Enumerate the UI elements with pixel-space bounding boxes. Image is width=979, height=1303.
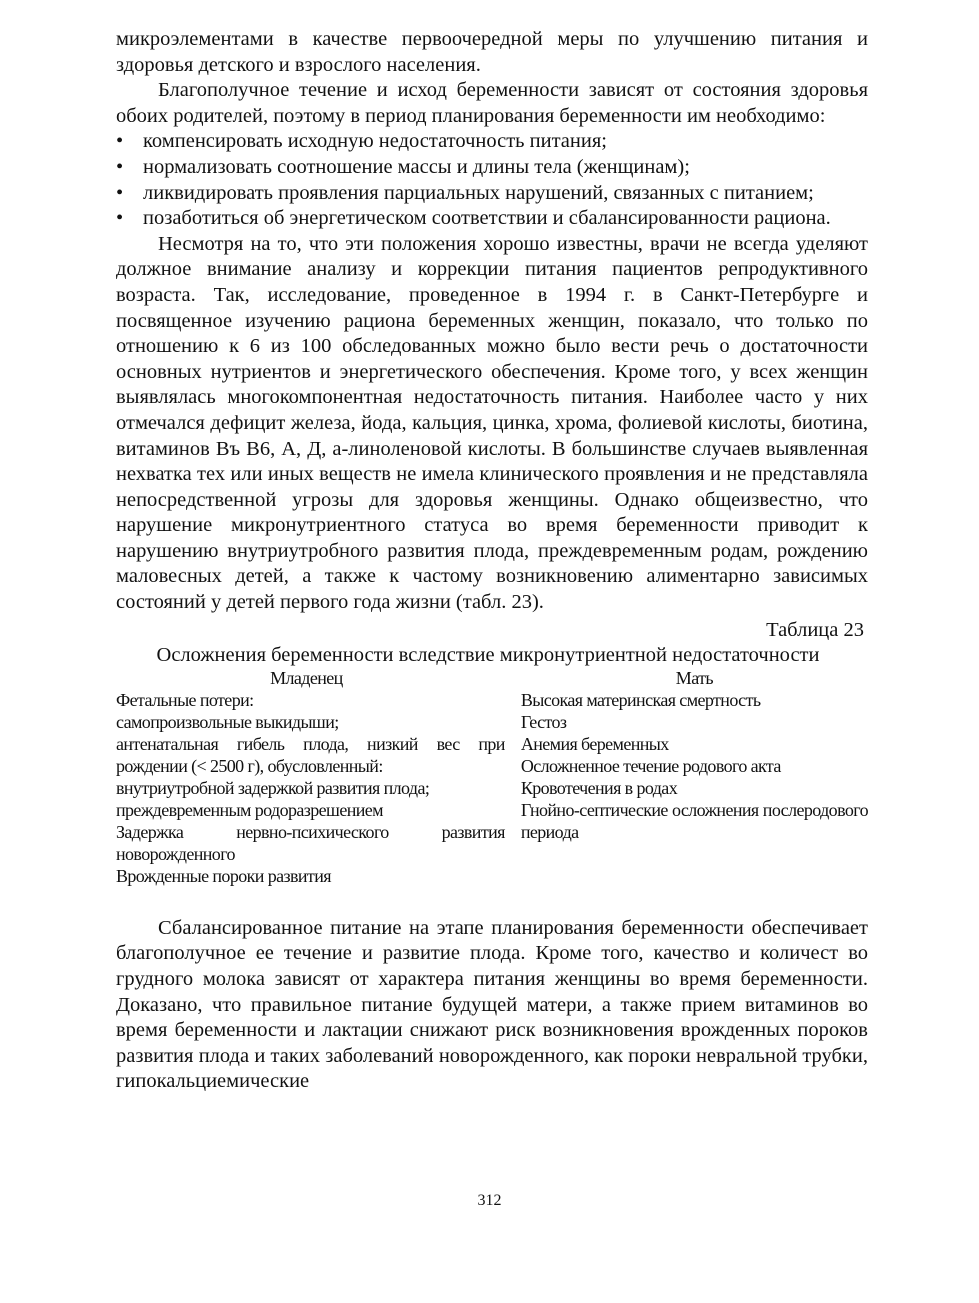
table-title: Осложнения беременности вследствие микронутриентной недостаточности bbox=[156, 644, 820, 667]
table-cell: Осложненное течение родового акта bbox=[520, 755, 781, 776]
complications-table bbox=[116, 667, 868, 887]
paragraph-planning-intro: Благополучное течение и исход беременности зависят от состояния здоровья обоих родителей, поэтому в период планирования беременности им необходимо: bbox=[116, 79, 868, 127]
bullet-item: • нормализовать соотношение массы и длины тела (женщинам); bbox=[116, 155, 868, 181]
bullet-list bbox=[116, 129, 868, 231]
table-cell: Задержка нервно-психического развития новорожденного bbox=[116, 821, 505, 864]
bullet-item: • компенсировать исходную недостаточность питания; bbox=[116, 129, 868, 155]
table-cell: Анемия беременных bbox=[520, 733, 669, 754]
paragraph-continuation: микроэлементами в качестве первоочередной меры по улучшению питания и здоровья детского и взрослого населения. bbox=[116, 28, 868, 76]
table-cell: Кровотечения в родах bbox=[520, 777, 678, 798]
column-header-infant: Младенец bbox=[270, 667, 343, 688]
table-number: Таблица 23 bbox=[766, 618, 864, 641]
table-cell: самопроизвольные выкидыши; bbox=[116, 711, 339, 732]
column-header-mother: Мать bbox=[675, 667, 714, 688]
bullet-item: • позаботиться об энергетическом соответствии и сбалансированности рациона. bbox=[116, 206, 868, 232]
table-cell: внутриутробной задержкой развития плода; bbox=[116, 777, 430, 798]
table-column-mother bbox=[521, 667, 868, 887]
page-body bbox=[116, 27, 868, 1095]
paragraph-study: Несмотря на то, что эти положения хорошо известны, врачи не всегда уделяют должное внимание анализу и коррекции питания пациентов репродуктивного возраста. Так, исследование, проведенное в 1994 г. в Санкт-Петербурге и посвященное изучению рациона беременных женщин, показало, что только по отношению к 6 из 100 обследованных можно было вести речь о достаточности основных нутриентов и энергетического обеспечения. Кроме того, у всех женщин выявлялась многокомпонентная недостаточность питания. Наиболее часто у них отмечался дефицит железа, йода, кальция, цинка, хрома, фолиевой кислоты, биотина, витаминов Въ В6, А, Д, а-линоленовой кислоты. В большинстве случаев выявленная нехватка тех или иных веществ не имела клинического проявления и не представляла непосредственной угрозы для здоровья женщины. Однако общеизвестно, что нарушение микронутриентного статуса во время беременности приводит к нарушению внутриутробного развития плода, преждевременным родам, рождению маловесных детей, а также к частому возникновению алиментарно зависимых состояний у детей первого года жизни (табл. 23). bbox=[116, 232, 868, 614]
table-cell: Высокая материнская смертность bbox=[520, 689, 761, 710]
bullet-item: • ликвидировать проявления парциальных нарушений, связанных с питанием; bbox=[116, 181, 868, 207]
paragraph-balanced-nutrition: Сбалансированное питание на этапе планирования беременности обеспечивает благополучное ее течение и развитие плода. Кроме того, качество и количест во грудного молока зависят от характера питания женщины во время беременности. Доказано, что правильное питание будущей матери, а также прием витаминов во время беременности и лактации снижают риск возникновения врожденных пороков развития плода и таких заболеваний новорожденного, как пороки невральной трубки, гипокальциемические bbox=[116, 916, 868, 1093]
table-cell: Врожденные пороки развития bbox=[116, 865, 331, 886]
table-cell: Гестоз bbox=[520, 711, 567, 732]
table-cell: Фетальные потери: bbox=[116, 689, 254, 710]
table-column-infant bbox=[116, 667, 505, 887]
table-cell: антенатальная гибель плода, низкий вес при рождении (< 2500 г), обусловленный: bbox=[116, 733, 505, 776]
table-cell: преждевременным родоразрешением bbox=[116, 799, 383, 820]
table-cell: Гнойно-септические осложнения послеродового периода bbox=[520, 799, 868, 842]
page-number: 312 bbox=[477, 1192, 502, 1209]
